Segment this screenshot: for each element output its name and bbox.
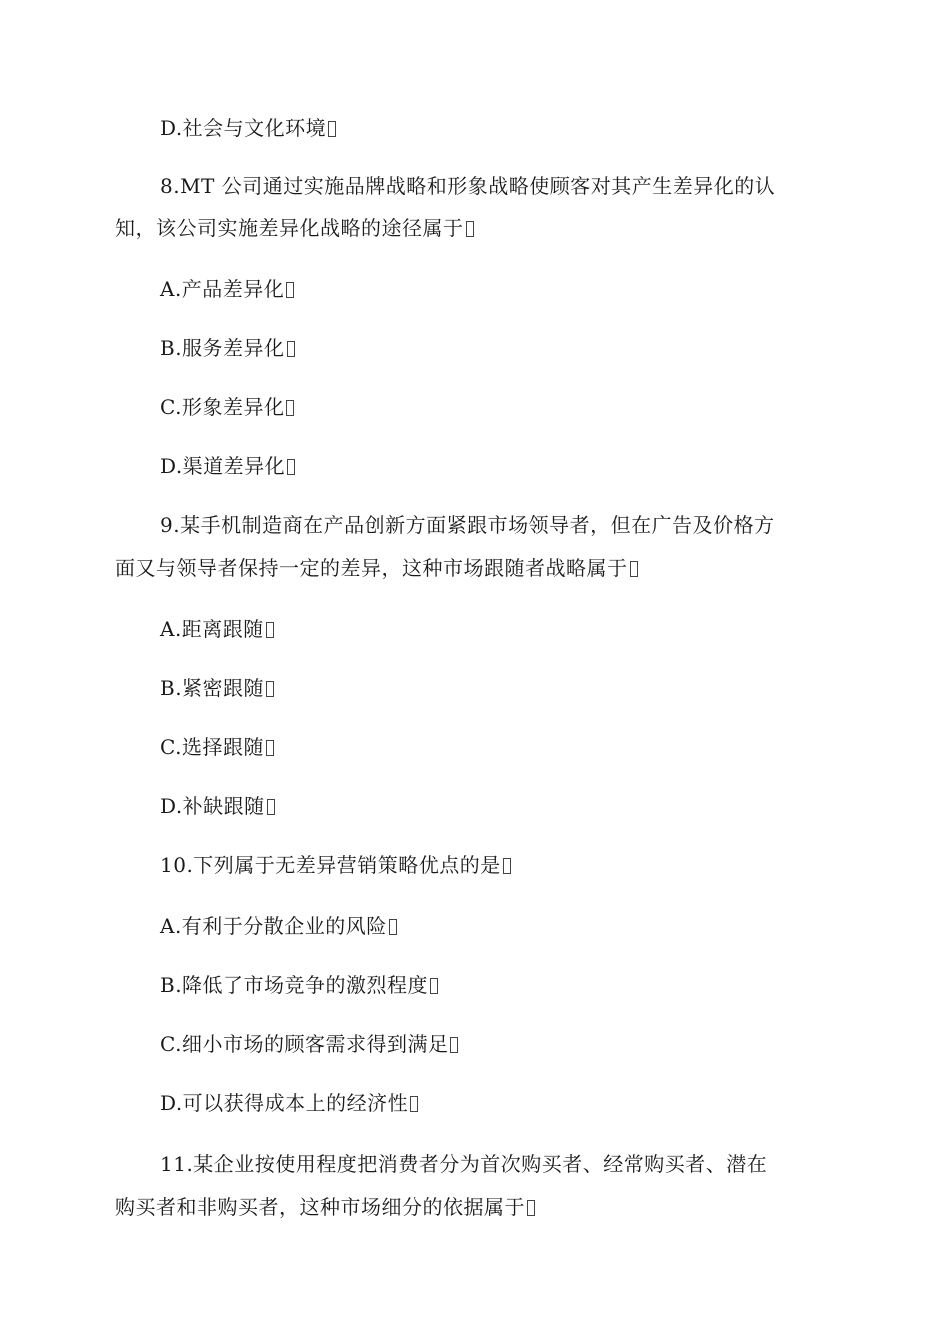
placeholder-box-icon xyxy=(503,858,511,874)
option-c-q8: C.形象差异化 xyxy=(160,393,294,421)
option-b-q8: B.服务差异化 xyxy=(160,334,295,362)
option-a-q8: A.产品差异化 xyxy=(160,275,294,303)
question-8-line-2: 知，该公司实施差异化战略的途径属于 xyxy=(115,214,474,242)
placeholder-box-icon xyxy=(266,622,274,638)
option-b-q9: B.紧密跟随 xyxy=(160,674,274,702)
option-c-q10: C.细小市场的顾客需求得到满足 xyxy=(160,1030,458,1058)
option-c-q9: C.选择跟随 xyxy=(160,733,274,761)
placeholder-box-icon xyxy=(287,459,295,475)
option-d-q7: D.社会与文化环境 xyxy=(160,114,336,142)
placeholder-box-icon xyxy=(389,919,397,935)
question-10: 10.下列属于无差异营销策略优点的是 xyxy=(160,851,511,879)
placeholder-box-icon xyxy=(266,740,274,756)
question-11-line-2: 购买者和非购买者，这种市场细分的依据属于 xyxy=(115,1193,535,1221)
option-a-q10: A.有利于分散企业的风险 xyxy=(160,912,397,940)
placeholder-box-icon xyxy=(410,1096,418,1112)
option-d-q10: D.可以获得成本上的经济性 xyxy=(160,1089,418,1117)
option-a-q9: A.距离跟随 xyxy=(160,615,274,643)
placeholder-box-icon xyxy=(630,561,638,577)
question-8-line-1: 8.MT 公司通过实施品牌战略和形象战略使顾客对其产生差异化的认 xyxy=(160,174,776,198)
question-11-line-1: 11.某企业按使用程度把消费者分为首次购买者、经常购买者、潜在 xyxy=(160,1152,768,1176)
placeholder-box-icon xyxy=(266,681,274,697)
option-b-q10: B.降低了市场竞争的激烈程度 xyxy=(160,971,438,999)
placeholder-box-icon xyxy=(527,1200,535,1216)
placeholder-box-icon xyxy=(287,341,295,357)
placeholder-box-icon xyxy=(430,978,438,994)
question-9-line-1: 9.某手机制造商在产品创新方面紧跟市场领导者，但在广告及价格方 xyxy=(160,513,775,537)
placeholder-box-icon xyxy=(466,221,474,237)
placeholder-box-icon xyxy=(286,282,294,298)
option-d-q8: D.渠道差异化 xyxy=(160,452,295,480)
placeholder-box-icon xyxy=(267,799,275,815)
placeholder-box-icon xyxy=(286,400,294,416)
placeholder-box-icon xyxy=(328,121,336,137)
option-d-q9: D.补缺跟随 xyxy=(160,792,275,820)
question-9-line-2: 面又与领导者保持一定的差异，这种市场跟随者战略属于 xyxy=(115,554,638,582)
placeholder-box-icon xyxy=(450,1037,458,1053)
